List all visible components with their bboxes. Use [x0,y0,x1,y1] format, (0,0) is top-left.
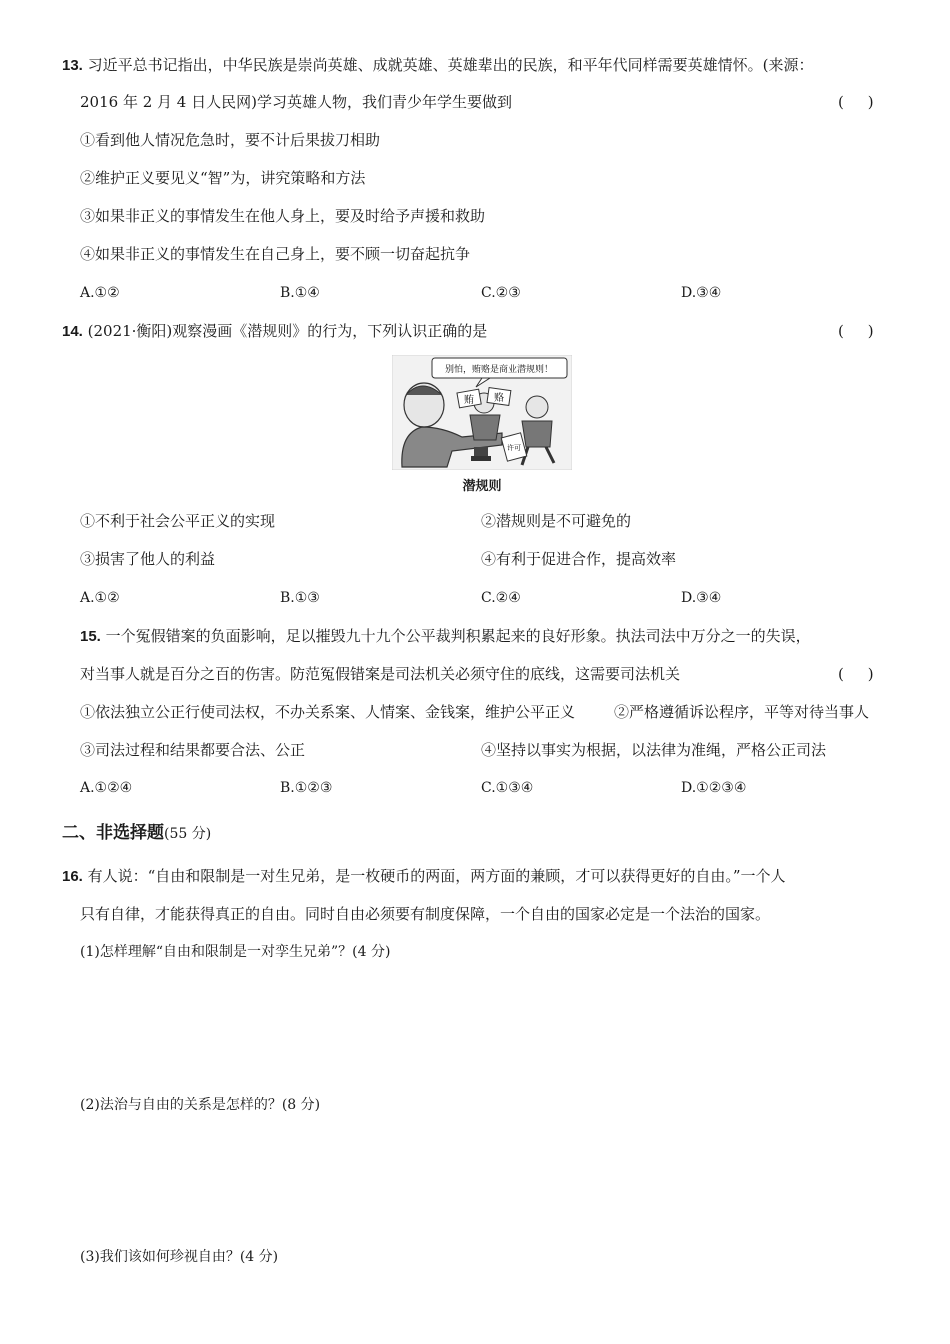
q13-item-1: ①看到他人情况危急时，要不计后果拔刀相助 [80,131,381,149]
q13-item-4: ④如果非正义的事情发生在自己身上，要不顾一切奋起抗争 [80,245,471,263]
q16-sub-2: (2)法治与自由的关系是怎样的？(8 分) [80,1097,321,1113]
q15-item-3: ③司法过程和结果都要合法、公正 [80,741,306,759]
q14-item-4: ④有利于促进合作，提高效率 [481,550,677,568]
q13-stem-text1: 习近平总书记指出，中华民族是崇尚英雄、成就英雄、英雄辈出的民族，和平年代同样需要英雄情怀。(来源： [87,56,814,74]
q13-item-3: ③如果非正义的事情发生在他人身上，要及时给予声援和救助 [80,207,486,225]
section-score: (55 分) [164,826,212,842]
q16-sub-1: (1)怎样理解“自由和限制是一对孪生兄弟”？(4 分) [80,944,391,960]
comic-illustration [392,355,572,470]
q13-answer-paren[interactable]: ( ) [838,93,874,111]
q15-stem-line2: 对当事人就是百分之百的伤害。防范冤假错案是司法机关必须守住的底线，这需要司法机关 [80,665,681,683]
q13-stem-line1 [62,55,814,76]
q16-number: 16. [62,868,83,885]
q15-option-c[interactable]: C.①③④ [481,780,534,796]
q14-item-3: ③损害了他人的利益 [80,550,216,568]
q14-item-1: ①不利于社会公平正义的实现 [80,512,276,530]
q14-option-c[interactable]: C.②④ [481,590,521,606]
q15-item-1: ①依法独立公正行使司法权，不办关系案、人情案、金钱案，维护公平正义 [80,703,576,721]
q13-number: 13. [62,57,83,74]
q14-option-b[interactable]: B.①③ [280,590,320,606]
q15-item-2: ②严格遵循诉讼程序，平等对待当事人 [614,703,870,721]
comic-paper-text: 许可 [507,444,521,452]
q15-number: 15. [80,628,101,645]
q16-stem-line2: 只有自律，才能获得真正的自由。同时自由必须要有制度保障，一个自由的国家必定是一个法治的国家。 [80,905,771,923]
q13-option-d[interactable]: D.③④ [681,285,722,301]
q15-option-d[interactable]: D.①②③④ [681,780,747,796]
q14-answer-paren[interactable]: ( ) [838,322,874,340]
comic-sign-right: 赂 [494,393,504,404]
q16-sub-3: (3)我们该如何珍视自由？(4 分) [80,1249,279,1265]
q14-option-a[interactable]: A.①② [80,590,120,606]
section-title: 二、非选择题 [62,823,164,843]
q14-item-2: ②潜规则是不可避免的 [481,512,632,530]
q16-stem-text1: 有人说：“自由和限制是一对生兄弟，是一枚硬币的两面，两方面的兼顾，才可以获得更好的自由。”一个人 [87,867,786,885]
q14-number: 14. [62,323,83,340]
q15-option-a[interactable]: A.①②④ [80,780,133,796]
q13-item-2: ②维护正义要见义“智”为，讲究策略和方法 [80,169,366,187]
q15-answer-paren[interactable]: ( ) [838,665,874,683]
q15-item-4: ④坚持以事实为根据，以法律为准绳，严格公正司法 [481,741,827,759]
q14-stem-text: (2021·衡阳)观察漫画《潜规则》的行为，下列认识正确的是 [87,322,488,340]
comic-qian-gui-ze [392,355,572,495]
section-heading [62,822,211,845]
q13-option-c[interactable]: C.②③ [481,285,521,301]
comic-speech-text: 别怕，贿赂是商业潜规则！ [444,365,554,375]
q13-stem-line2: 2016 年 2 月 4 日人民网)学习英雄人物，我们青少年学生要做到 [80,93,512,111]
q14-stem [62,321,487,342]
comic-caption: 潜规则 [462,479,502,494]
q15-option-b[interactable]: B.①②③ [280,780,333,796]
q13-option-a[interactable]: A.①② [80,285,120,301]
q15-stem-line1 [80,626,811,647]
q15-stem-text1: 一个冤假错案的负面影响，足以摧毁九十九个公平裁判积累起来的良好形象。执法司法中万分之一的失误， [105,627,811,645]
comic-sign-left: 贿 [464,395,474,406]
q16-stem-line1 [62,866,785,887]
q14-option-d[interactable]: D.③④ [681,590,722,606]
q13-option-b[interactable]: B.①④ [280,285,320,301]
